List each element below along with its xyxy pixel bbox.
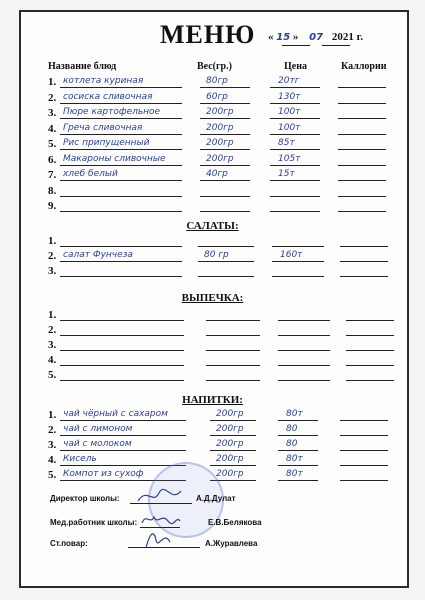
calories-line [346,350,394,351]
dish-price: 100т [278,107,301,117]
name-line [60,435,186,436]
calories-line [340,480,388,481]
row-number: 2. [48,324,57,336]
row-number: 3. [48,107,57,119]
row-number: 4. [48,354,57,366]
salads-title: САЛАТЫ: [186,220,239,232]
date-quote-close: » [292,31,299,43]
dish-price: 15т [278,169,295,179]
name-line [60,335,184,336]
dish-name: Пюре картофельное [63,107,161,117]
dish-name: Кисель [63,454,97,464]
row-number: 3. [48,439,57,451]
calories-line [340,420,388,421]
dish-name: салат Фунчеза [63,250,133,260]
weight-line [210,435,256,436]
dish-weight: 200гр [206,122,234,133]
weight-line [206,380,260,381]
name-line [60,320,184,321]
name-line [60,246,182,247]
name-line [60,134,182,135]
dish-price: 130т [278,91,301,102]
dish-price: 80т [286,409,303,419]
row-number: 1. [48,309,57,321]
dish-weight: 200гр [216,409,244,419]
price-line [270,180,320,181]
calories-line [346,365,394,366]
dish-weight: 40гр [206,169,228,179]
calories-line [338,196,386,197]
weight-line [206,350,260,351]
date-day-line [282,45,310,46]
calories-line [346,380,394,381]
dish-name: котлета куриная [63,76,144,86]
row-number: 1. [48,235,57,247]
header-price: Цена [284,61,307,72]
name-line [60,118,182,119]
dish-weight: 200гр [216,439,244,449]
row-number: 8. [48,184,57,197]
row-number: 9. [48,200,57,212]
calories-line [340,246,388,247]
row-number: 2. [48,91,57,104]
calories-line [338,134,386,135]
dish-weight: 200гр [206,153,234,164]
name-line [60,180,182,181]
dish-price: 85т [278,138,295,148]
dish-weight: 80гр [206,76,228,86]
calories-line [338,180,386,181]
price-line [270,118,320,119]
bakery-title-wrap [0,292,425,304]
row-number: 5. [48,369,57,381]
dish-weight: 200гр [206,107,234,117]
name-line [60,211,182,212]
dish-price: 20тг [278,76,300,86]
director-name: А.Д.Дулат [196,494,236,503]
dish-name: Греча сливочная [63,122,143,133]
name-line [60,380,184,381]
calories-line [340,261,388,262]
calories-line [338,103,386,104]
page-title: МЕНЮ [160,20,256,49]
row-number: 7. [48,169,57,181]
calories-line [338,211,386,212]
price-line [278,420,318,421]
calories-line [340,450,388,451]
price-line [278,380,330,381]
header-weight: Вес(гр.) [197,61,232,72]
row-number: 4. [48,454,57,466]
cook-signature [140,528,180,550]
name-line [60,261,182,262]
weight-line [200,134,250,135]
dish-name: чай чёрный с сахаром [63,409,168,419]
header-name: Название блюд [48,61,117,72]
cook-label: Ст.повар: [50,539,88,548]
weight-line [200,196,250,197]
cook-name: А.Журавлева [205,539,258,548]
weight-line [206,365,260,366]
bakery-title: ВЫПЕЧКА: [181,292,244,304]
price-line [272,246,324,247]
name-line [60,87,182,88]
row-number: 3. [48,339,57,351]
calories-line [346,335,394,336]
row-number: 5. [48,138,57,150]
medic-label: Мед.работник школы: [50,518,138,527]
dish-name: Рис припущенный [63,138,150,148]
name-line [60,350,184,351]
price-line [270,196,320,197]
dish-name: Компот из сухоф [63,469,144,479]
name-line [60,276,182,277]
director-label: Директор школы: [50,494,120,503]
date-suffix: г. [356,31,364,43]
price-line [278,350,330,351]
price-line [278,335,330,336]
dish-weight: 200гр [216,454,244,464]
row-number: 3. [48,265,57,277]
weight-line [210,465,256,466]
dish-weight: 80 гр [204,250,229,260]
drinks-title: НАПИТКИ: [182,394,243,406]
drinks-title-wrap [0,394,425,406]
date-month: 07 [309,32,324,43]
weight-line [198,261,254,262]
calories-line [338,149,386,150]
dish-price: 105т [278,153,301,164]
header-calories: Каллории [341,61,387,72]
name-line [60,149,182,150]
row-number: 1. [48,409,57,421]
dish-price: 80т [286,454,303,464]
dish-price: 80т [286,469,303,479]
weight-line [200,165,250,166]
weight-line [200,149,250,150]
weight-line [206,335,260,336]
dish-name: чай с молоком [63,439,132,449]
dish-name: сосиска сливочная [63,91,153,102]
name-line [60,103,182,104]
dish-name: Макароны сливочные [63,153,166,164]
calories-line [340,435,388,436]
price-line [278,450,318,451]
price-line [270,134,320,135]
price-line [272,276,324,277]
row-number: 2. [48,424,57,436]
name-line [60,165,182,166]
price-line [278,320,330,321]
weight-line [210,420,256,421]
dish-weight: 60гр [206,91,228,102]
calories-line [340,276,388,277]
dish-price: 100т [278,122,301,133]
dish-price: 160т [280,250,303,260]
name-line [60,420,186,421]
date-field [268,31,363,43]
row-number: 5. [48,469,57,481]
price-line [270,165,320,166]
row-number: 6. [48,153,57,166]
calories-line [340,465,388,466]
dish-price: 80 [286,439,298,449]
weight-line [198,276,254,277]
price-line [270,211,320,212]
price-line [278,465,318,466]
name-line [60,365,184,366]
row-number: 1. [48,76,57,88]
weight-line [206,320,260,321]
date-day: 15 [276,32,291,43]
dish-name: чай с лимоном [63,424,133,434]
price-line [270,149,320,150]
price-line [270,87,320,88]
weight-line [200,87,250,88]
dish-weight: 200гр [216,424,244,434]
weight-line [200,103,250,104]
weight-line [210,450,256,451]
dish-weight: 200гр [216,469,244,479]
calories-line [338,118,386,119]
price-line [278,365,330,366]
weight-line [200,180,250,181]
date-quote-open: « [268,31,274,43]
weight-line [198,246,254,247]
name-line [60,196,182,197]
dish-price: 80 [286,424,298,434]
date-year: 2021 [331,31,354,43]
medic-name: Е.В.Белякова [208,518,262,527]
row-number: 4. [48,122,57,135]
dish-weight: 200гр [206,138,234,148]
row-number: 2. [48,250,57,262]
name-line [60,450,186,451]
date-month-line [322,45,350,46]
director-signature [135,485,185,507]
price-line [278,435,318,436]
medic-signature [140,509,182,529]
price-line [278,480,318,481]
salads-title-wrap [0,220,425,232]
calories-line [338,87,386,88]
weight-line [200,211,250,212]
calories-line [346,320,394,321]
weight-line [200,118,250,119]
price-line [272,261,324,262]
price-line [270,103,320,104]
calories-line [338,165,386,166]
dish-name: хлеб белый [63,169,118,179]
